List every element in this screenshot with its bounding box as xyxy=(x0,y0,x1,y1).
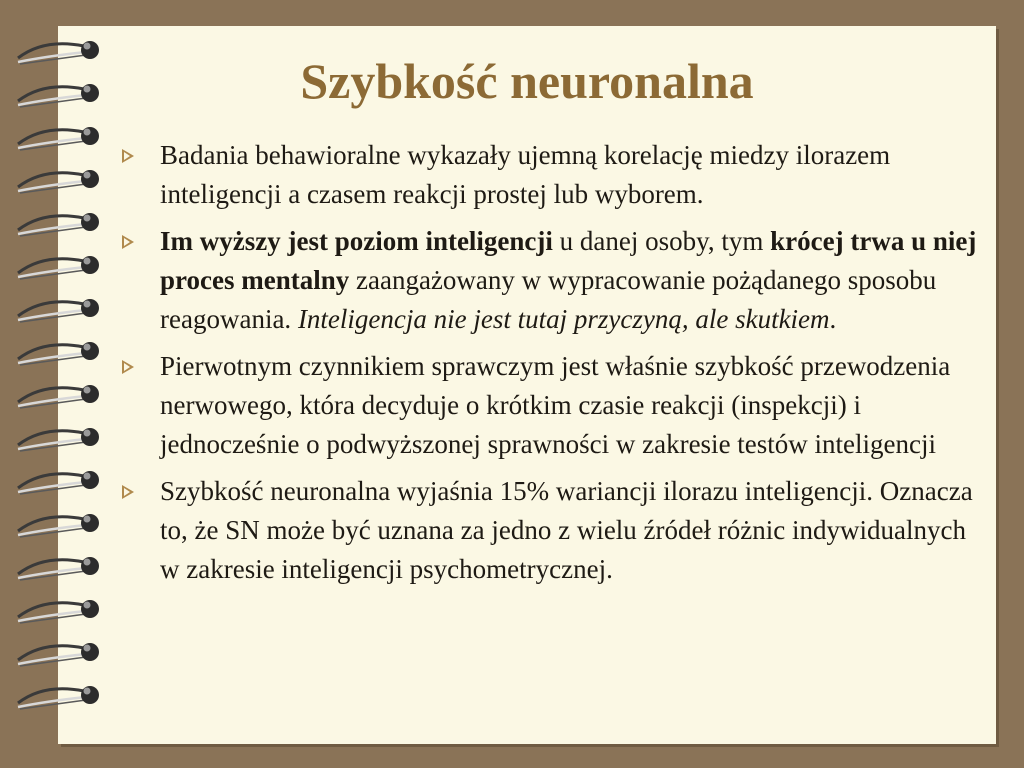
spiral-ring-icon xyxy=(14,378,110,412)
bullet-text-part: zaangażowany w wypracowanie pożądanego sposobu reagowania. xyxy=(160,265,937,334)
spiral-ring-icon xyxy=(14,550,110,584)
spiral-ring-icon xyxy=(14,292,110,326)
spiral-ring-icon xyxy=(14,636,110,670)
spiral-ring-icon xyxy=(14,464,110,498)
bullet-text-part: Badania behawioralne wykazały ujemną korelację miedzy ilorazem inteligencji a czasem reakcji prostej lub wyborem. xyxy=(160,140,891,209)
arrow-bullet-icon xyxy=(122,485,134,499)
bullet-text xyxy=(160,351,950,459)
spiral-ring-icon xyxy=(14,249,110,283)
arrow-bullet-icon xyxy=(122,149,134,163)
bullet-text-part-italic: Inteligencja nie jest tutaj przyczyną, ale skutkiem xyxy=(297,304,830,334)
bullet-text xyxy=(160,226,976,334)
slide-title: Szybkość neuronalna xyxy=(300,53,754,109)
spiral-binding xyxy=(14,34,110,734)
bullet-text-part-bold: krócej trwa u niej proces mentalny xyxy=(160,226,977,295)
arrow-bullet-icon xyxy=(122,235,134,249)
arrow-bullet-icon xyxy=(122,360,134,374)
bullet-text-part: . xyxy=(829,304,837,334)
bullet-text-part: Szybkość neuronalna wyjaśnia 15% wariancji ilorazu inteligencji. Oznacza to, że SN może być uznana za jedno z wielu źródeł różnic indywidualnych w zakresie inteligencji psychometrycznej. xyxy=(160,476,973,584)
bullet-text xyxy=(160,476,973,584)
bullet-item xyxy=(118,222,978,339)
bullet-text-part: Pierwotnym czynnikiem sprawczym jest właśnie szybkość przewodzenia nerwowego, która decyduje o krótkim czasie reakcji (inspekcji) i jednocześnie o podwyższonej sprawności w zakresie testów inteligencji xyxy=(160,351,951,459)
spiral-ring-icon xyxy=(14,163,110,197)
spiral-ring-icon xyxy=(14,421,110,455)
bullet-text-part-bold: Im wyższy jest poziom inteligencji xyxy=(160,226,553,256)
bullet-item xyxy=(118,347,978,464)
spiral-ring-icon xyxy=(14,679,110,713)
spiral-ring-icon xyxy=(14,335,110,369)
bullet-text-part: u danej osoby, tym xyxy=(552,226,771,256)
bullet-text xyxy=(160,140,890,209)
bullet-item xyxy=(118,472,978,589)
spiral-ring-icon xyxy=(14,593,110,627)
spiral-ring-icon xyxy=(14,507,110,541)
spiral-ring-icon xyxy=(14,206,110,240)
bullet-item xyxy=(118,136,978,214)
spiral-ring-icon xyxy=(14,120,110,154)
bullet-list xyxy=(118,136,978,597)
